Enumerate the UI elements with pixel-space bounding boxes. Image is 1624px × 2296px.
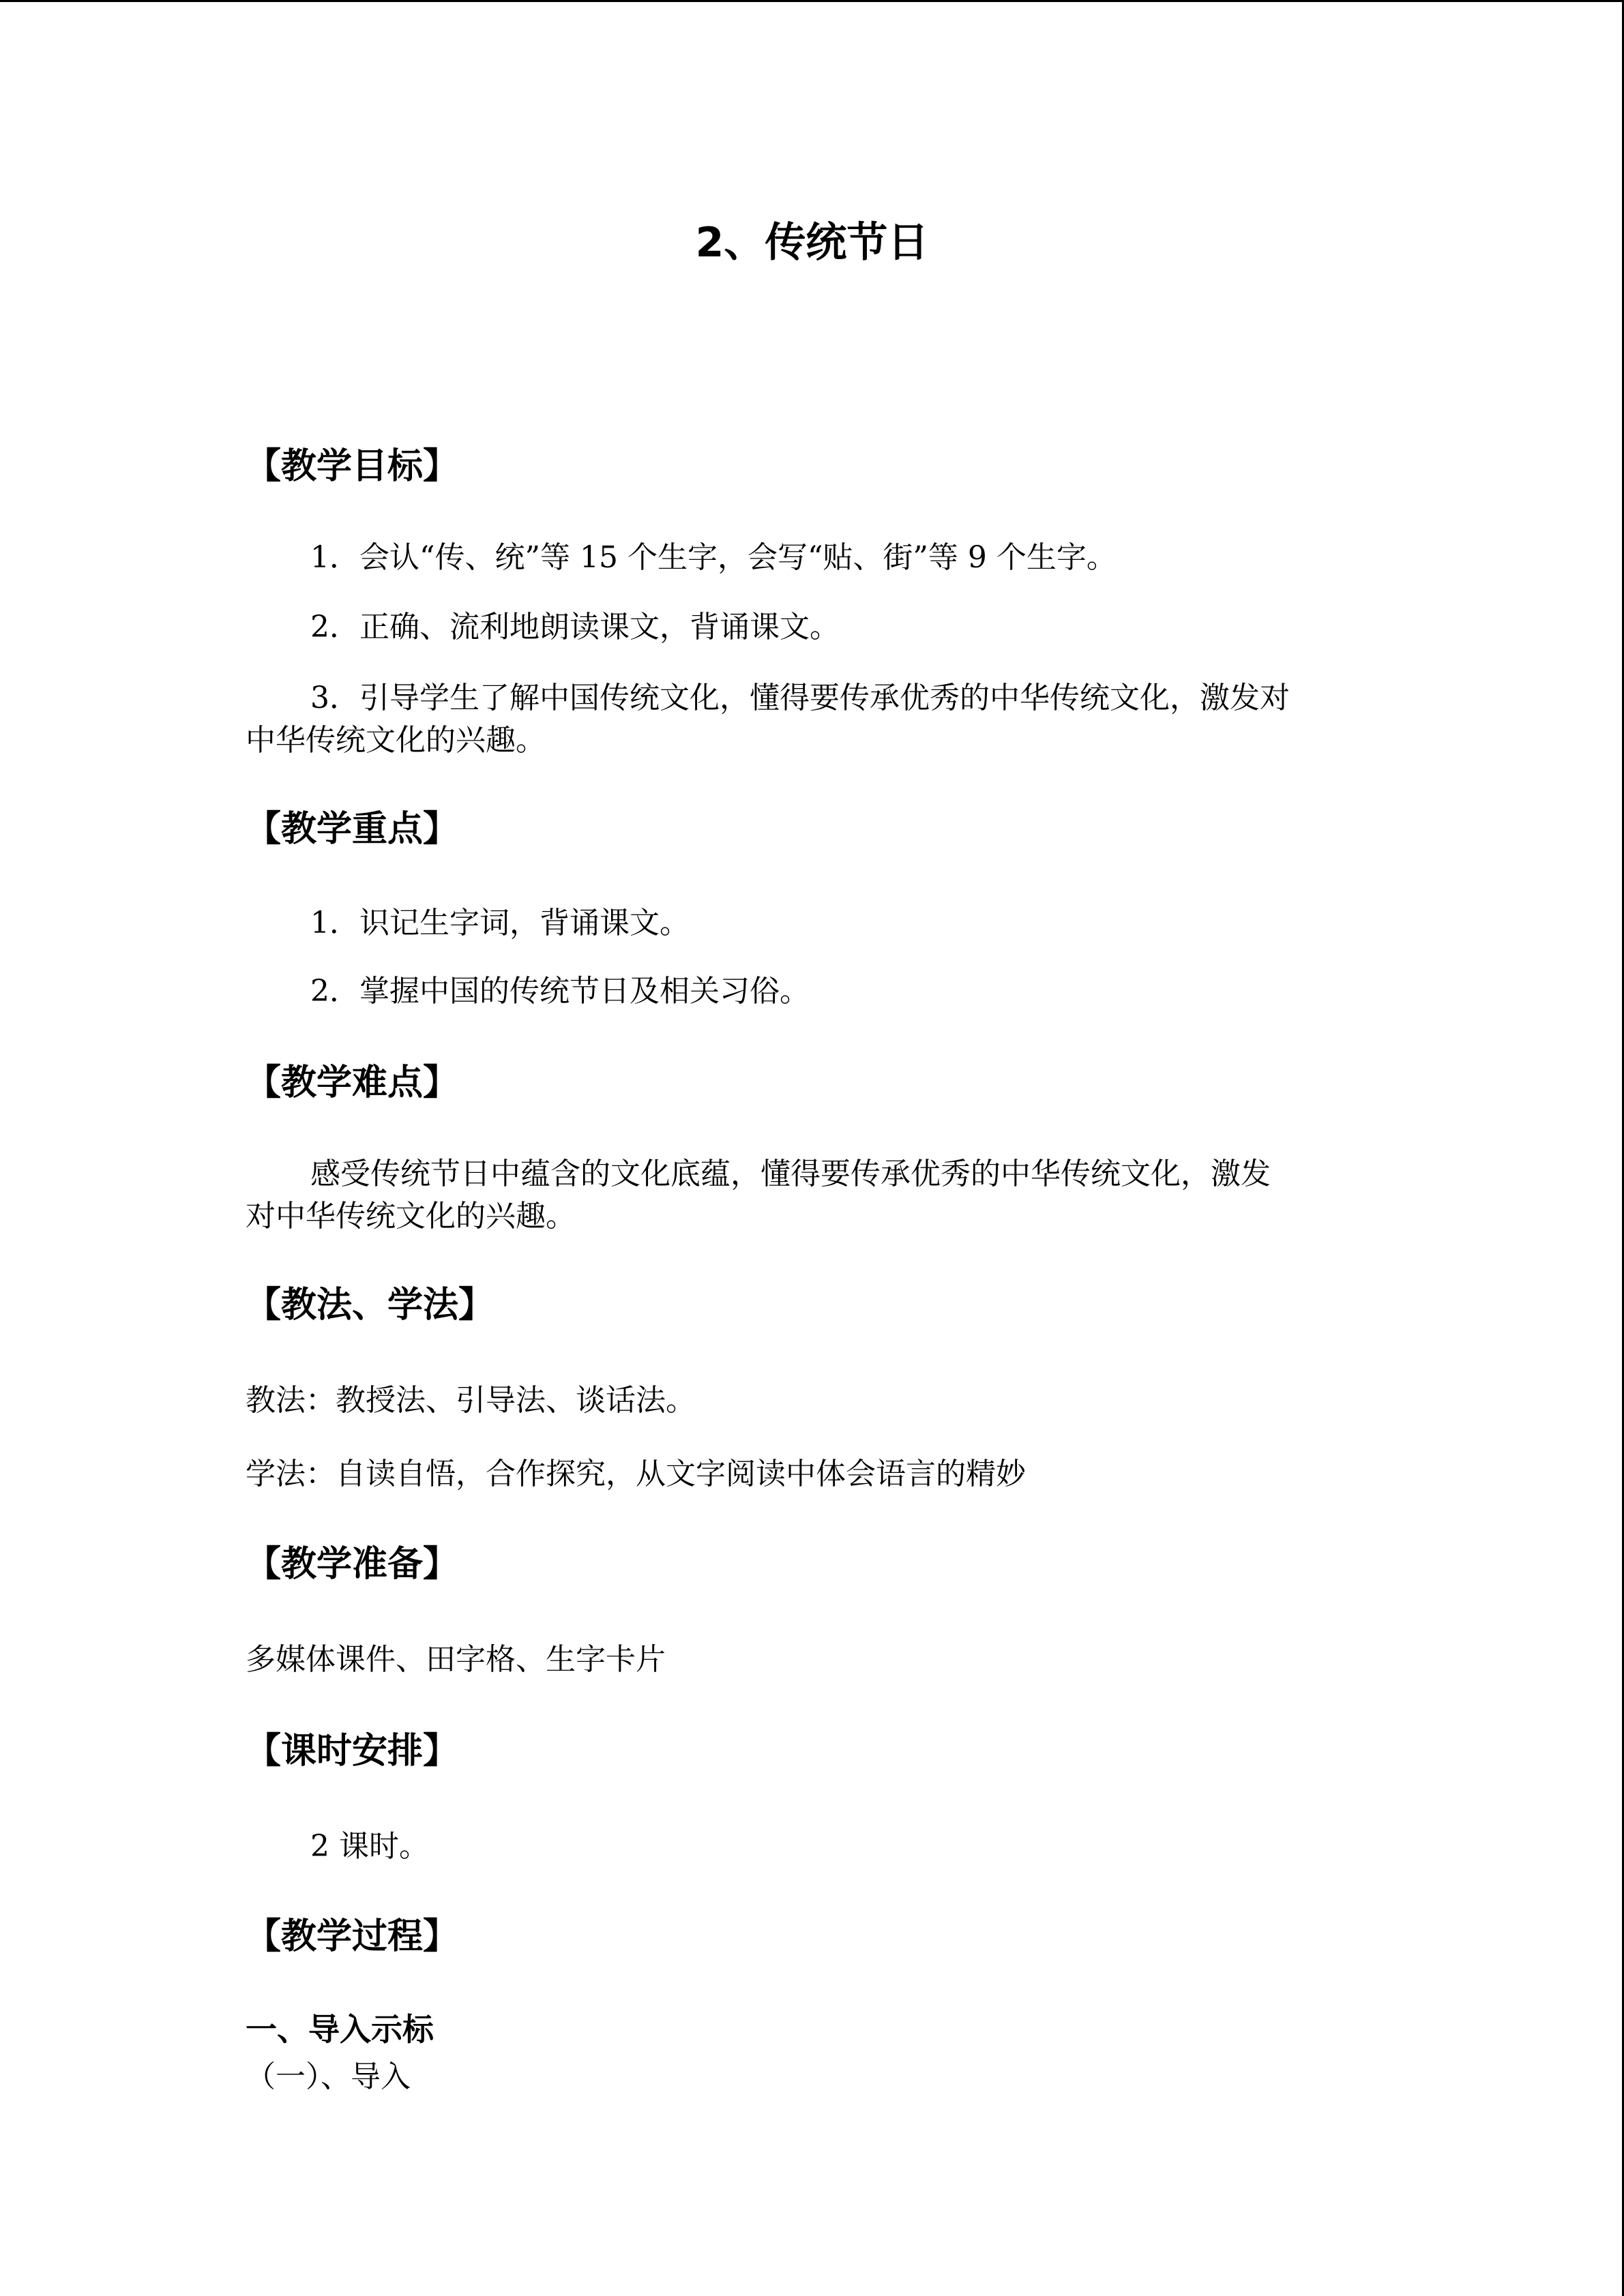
objective-item-3-cont: 中华传统文化的兴趣。 (246, 723, 546, 758)
learning-methods: 学法：自读自悟，合作探究，从文字阅读中体会语言的精妙 (246, 1457, 1026, 1491)
objective-item-1: 1．会认“传、统”等 15 个生字，会写“贴、街”等 9 个生字。 (310, 540, 1117, 575)
schedule-text: 2 课时。 (310, 1829, 429, 1864)
key-point-item-2: 2．掌握中国的传统节日及相关习俗。 (310, 974, 810, 1009)
page-title: 2、传统节日 (695, 219, 929, 267)
process-section-1: 一、导入示标 (246, 2011, 434, 2048)
heading-key-points: 【教学重点】 (246, 809, 459, 850)
process-sub-1: （一）、导入 (246, 2059, 411, 2094)
heading-objectives: 【教学目标】 (246, 446, 459, 487)
heading-methods: 【教法、学法】 (246, 1285, 494, 1326)
key-point-item-1: 1．识记生字词，背诵课文。 (310, 906, 690, 940)
objective-item-2: 2．正确、流利地朗读课文，背诵课文。 (310, 610, 840, 644)
heading-difficulties: 【教学难点】 (246, 1062, 459, 1103)
heading-preparation: 【教学准备】 (246, 1544, 459, 1585)
difficulty-line-2: 对中华传统文化的兴趣。 (246, 1199, 576, 1234)
heading-schedule: 【课时安排】 (246, 1731, 459, 1772)
objective-item-3: 3．引导学生了解中国传统文化，懂得要传承优秀的中华传统文化，激发对 (310, 681, 1290, 715)
teaching-methods: 教法：教授法、引导法、谈话法。 (246, 1383, 696, 1418)
preparation-text: 多媒体课件、田字格、生字卡片 (246, 1642, 666, 1677)
difficulty-line-1: 感受传统节日中蕴含的文化底蕴，懂得要传承优秀的中华传统文化，激发 (310, 1157, 1271, 1191)
heading-process: 【教学过程】 (246, 1916, 459, 1957)
